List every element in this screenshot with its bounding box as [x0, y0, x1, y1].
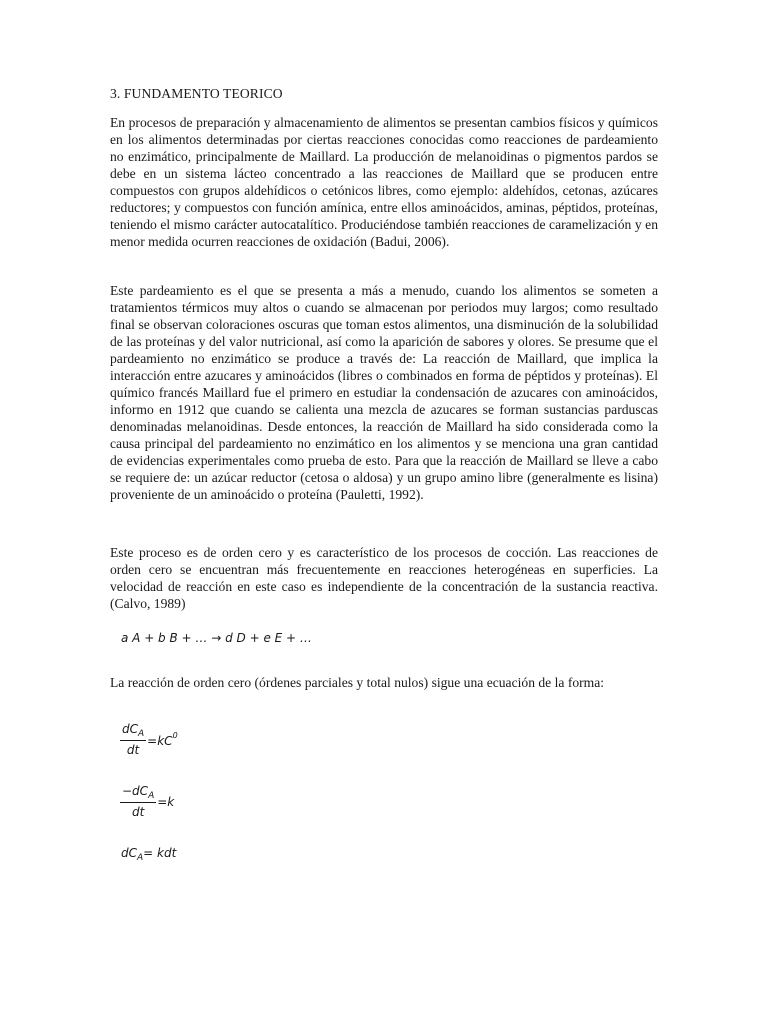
rate-equation-1	[120, 722, 178, 757]
fraction-numerator	[120, 784, 156, 803]
rhs-main: =kC	[147, 734, 173, 748]
paragraph-intro: En procesos de preparación y almacenamiento de alimentos se presentan cambios físicos y químicos en los alimentos determinadas por ciertas reacciones conocidas como reacciones de pardeamiento no enzimático, principalmente de Maillard. La producción de melanoidinas o pigmentos pardos se debe en un sistema lácteo concentrado a las reacciones de Maillard que se producen entre compuestos con grupos aldehídicos o cetónicos libres, como ejemplo: aldehídos, cetonas, azúcares reductores; y compuestos con función amínica, entre ellos aminoácidos, aminas, péptidos, proteínas, teniendo el mismo carácter autocatalítico. Produciéndose también reacciones de caramelización y en menor medida ocurren reacciones de oxidación (Badui, 2006).	[110, 115, 658, 249]
equation-rhs: = kdt	[143, 846, 177, 860]
rate-equation-2	[120, 784, 174, 819]
equation-rhs: =k	[157, 794, 175, 809]
paragraph-orden-cero: Este proceso es de orden cero y es característico de los procesos de cocción. Las reacciones de orden cero se encuentran más frecuentemente en reacciones heterogéneas en superficies. La velocidad de reacción en este caso es independiente de la concentración de la sustancia reactiva. (Calvo, 1989)	[110, 545, 658, 611]
paragraph-pardeamiento: Este pardeamiento es el que se presenta a más a menudo, cuando los alimentos se someten a tratamientos térmicos muy altos o cuando se almacenan por periodos muy largos; como resultado final se observan coloraciones oscuras que toman estos alimentos, una disminución de la solubilidad de las proteínas y del valor nutricional, así como la aparición de sabores y olores. Se presume que el pardeamiento no enzimático se produce a través de: La reacción de Maillard, que implica la interacción entre azucares y aminoácidos (libres o combinados en forma de péptidos y proteínas). El químico francés Maillard fue el primero en estudiar la condensación de azucares con aminoácidos, informo en 1912 que cuando se calienta una mezcla de azucares se forman sustancias parduscas denominadas melanoidinas. Desde entonces, la reacción de Maillard ha sido considerada como la causa principal del pardeamiento no enzimático en los alimentos y se menciona una gran cantidad de evidencias experimentales como prueba de esto. Para que la reacción de Maillard se lleve a cabo se requiere de: un azúcar reductor (cetosa o aldosa) y un grupo amino libre (generalmente es lisina) proveniente de un aminoácido o proteína (Pauletti, 1992).	[110, 283, 658, 502]
numerator-subscript: A	[138, 729, 145, 739]
rate-equation-3	[121, 846, 176, 863]
paragraph-ecuacion-forma: La reacción de orden cero (órdenes parciales y total nulos) sigue una ecuación de la forma:	[110, 675, 605, 690]
rhs-superscript: 0	[172, 731, 178, 740]
fraction	[120, 784, 156, 819]
numerator-main: −dC	[122, 784, 149, 798]
fraction	[120, 722, 146, 757]
fraction-denominator: dt	[126, 743, 140, 757]
section-heading: 3. FUNDAMENTO TEORICO	[110, 86, 283, 101]
reaction-equation: a A + b B + … → d D + e E + …	[121, 631, 312, 645]
numerator-subscript: A	[148, 791, 155, 801]
fraction-denominator: dt	[131, 805, 145, 819]
numerator-main: dC	[122, 722, 138, 736]
equation-subscript: A	[137, 853, 144, 863]
equation-rhs	[147, 731, 177, 748]
fraction-numerator	[120, 722, 146, 741]
equation-main: dC	[121, 846, 137, 860]
